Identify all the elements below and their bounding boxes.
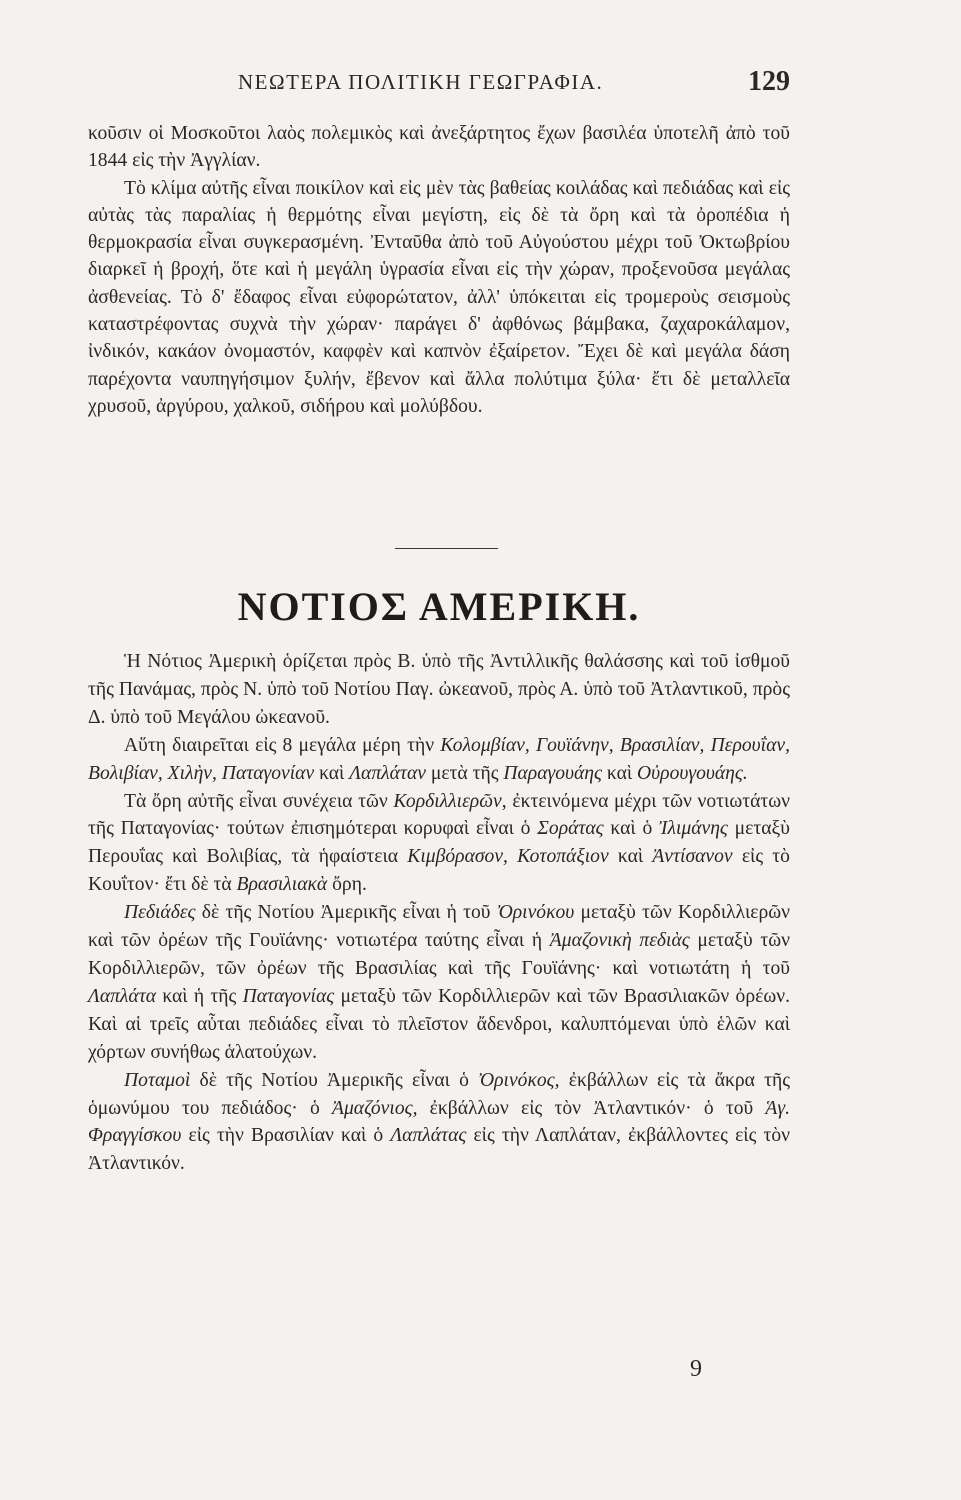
text-run: εἰς τὸ Κουΐτον· ἔτι δὲ τὰ [88, 846, 790, 896]
italic-term: Οὐρουγουάης. [637, 762, 748, 784]
italic-term: Λαπλάτας [390, 1125, 467, 1147]
italic-term: Ὀρινόκος, [478, 1069, 560, 1091]
text-run: μεταξὺ τῶν Κορδιλλιερῶν, τῶν ὀρέων τῆς Βρασιλίας καὶ τῆς Γουϊάνης· καὶ νοτιωτάτη ἡ τοῦ [88, 930, 790, 979]
text-run: , ἐκτεινόμενα μέχρι τῶν νοτιωτάτων τῆς Παταγονίας· τούτων ἐπισημότεραι κορυφαὶ εἶναι ὁ [88, 790, 790, 840]
page-number: 129 [748, 66, 790, 97]
italic-term: Παταγονίας [242, 985, 335, 1007]
text-run: μεταξὺ τῶν Κορδιλλιερῶν καὶ τῶν ὀρέων τῆς Γουϊάνης· νοτιωτέρα ταύτης εἶναι ἡ [88, 902, 790, 952]
text-run: μεταξὺ τῶν Κορδιλλιερῶν καὶ τῶν Βρασιλιακῶν ὀρέων. Καὶ αἱ τρεῖς αὗται πεδιάδες εἶναι τὸ πλεῖστον ἄδενδροι, καλυπτόμεναι ὑπὸ ἑλῶν καὶ χόρτων συνήθως ἁλατούχων. [88, 985, 790, 1063]
text-run: Αὕτη διαιρεῖται εἰς 8 μεγάλα μέρη τὴν [124, 734, 441, 756]
text-run: ἐκβάλλων εἰς τὰ ἄκρα τῆς ὁμωνύμου του πεδιάδος· ὁ [88, 1069, 791, 1119]
text-run: κοῦσιν οἱ Μοσκοῦτοι λαὸς πολεμικὸς καὶ ἀνεξάρτητος ἔχων βασιλέα ὑποτελῆ ἀπὸ τοῦ 1844 εἰς τὴν Ἀγγλίαν. [88, 123, 790, 172]
section-divider [395, 548, 498, 549]
text-run: μεταξὺ Περουΐας καὶ Βολιβίας, τὰ ἡφαίστεια [88, 818, 790, 868]
text-block-central-america [88, 120, 790, 420]
text-run: δὲ τῆς Νοτίου Ἀμερικῆς εἶναι ἡ τοῦ [195, 902, 497, 924]
paragraph [88, 648, 790, 732]
italic-term: Ἰλιμάνης [659, 818, 728, 840]
text-run: Τὸ κλίμα αὐτῆς εἶναι ποικίλον καὶ εἰς μὲν τὰς βαθείας κοιλάδας καὶ πεδιάδας καὶ εἰς αὐτὰς τὰς παραλίας ἡ θερμότης εἶναι μεγίστη, εἰς δὲ τὰ ὄρη καὶ τὰ ὀροπέδια ἡ θερμοκρασία εἶναι συγκερασμένη. Ἐνταῦθα ἀπὸ τοῦ Αὐγούστου μέχρι τοῦ Ὀκτωβρίου διαρκεῖ ἡ βροχή, ὅτε καὶ ἡ μεγάλη ὑγρασία εἶναι εἰς τὴν χώραν, προξενοῦσα μεγάλας ἀσθενείας. Τὸ δ' ἔδαφος εἶναι εὐφορώτατον, ἀλλ' ὑπόκειται εἰς τρομεροὺς σεισμοὺς καταστρέφοντας συχνὰ τὴν χώραν· παράγει δ' ἀφθόνως βάμβακα, ζαχαροκάλαμον, ἰνδικόν, κακάον ὀνομαστόν, καφφὲν καὶ καπνὸν ἐξαίρετον. Ἔχει δὲ καὶ μεγάλα δάση παρέχοντα ναυπηγήσιμον ξυλήν, ἔβενον καὶ ἄλλα πολύτιμα ξύλα· ἔτι δὲ μεταλλεῖα χρυσοῦ, ἀργύρου, χαλκοῦ, σιδήρου καὶ μολύβδου. [88, 177, 790, 417]
italic-term: Ἁγ. Φραγγίσκου [88, 1097, 790, 1147]
text-run: Τὰ ὄρη αὐτῆς εἶναι συνέχεια τῶν [124, 790, 394, 812]
text-run: εἰς τὴν Βρασιλίαν καὶ ὁ [181, 1125, 391, 1147]
italic-term: Ὀρινόκου [496, 902, 575, 924]
italic-term: Πεδιάδες [124, 902, 196, 924]
paragraph [88, 1067, 790, 1179]
paragraph [88, 899, 790, 1066]
italic-term: Ἀμαζόνιος, [331, 1097, 418, 1119]
italic-term: Κορδιλλιερῶν [393, 790, 502, 812]
italic-term: Ποταμοὶ [124, 1069, 191, 1091]
text-run: μετὰ τῆς [425, 762, 504, 784]
running-head [88, 66, 790, 106]
text-run: καὶ [314, 762, 350, 784]
text-run: ὄρη. [327, 874, 367, 896]
italic-term: Λαπλάταν [349, 762, 426, 784]
italic-term: Ἀμαζονικὴ πεδιὰς [549, 930, 690, 952]
italic-term: Παραγουάης [503, 762, 602, 784]
paragraph [88, 788, 790, 900]
italic-term: Βρασιλιακὰ [236, 874, 328, 896]
italic-term: Ἀντίσανον [652, 846, 733, 868]
text-run: καὶ [608, 846, 653, 868]
italic-term: Κολομβίαν, Γουϊάνην, Βρασιλίαν, Περουΐαν, Βολιβίαν, Χιλὴν, Παταγονίαν [88, 734, 790, 784]
text-run: καὶ ὁ [603, 818, 660, 840]
text-run: εἰς τὴν Λαπλάταν, ἐκβάλλοντες εἰς τὸν Ἀτλαντικόν. [88, 1125, 790, 1175]
section-heading: ΝΟΤΙΟΣ ΑΜΕΡΙΚΗ. [237, 584, 641, 629]
text-run: ἐκβάλλων εἰς τὸν Ἀτλαντικόν· ὁ τοῦ [417, 1097, 766, 1119]
text-run: καὶ ἡ τῆς [156, 985, 243, 1007]
text-run: καὶ [601, 762, 638, 784]
text-run: Ἡ Νότιος Ἀμερικὴ ὁρίζεται πρὸς Β. ὑπὸ τῆς Ἀντιλλικῆς θαλάσσης καὶ τοῦ ἰσθμοῦ τῆς Πανάμας, πρὸς Ν. ὑπὸ τοῦ Νοτίου Παγ. ὠκεανοῦ, πρὸς Α. ὑπὸ τοῦ Ἀτλαντικοῦ, πρὸς Δ. ὑπὸ τοῦ Μεγάλου ὠκεανοῦ. [88, 651, 790, 728]
paragraph [88, 120, 790, 175]
paragraph [88, 732, 790, 788]
text-block-south-america [88, 648, 790, 1178]
signature-mark: 9 [690, 1356, 702, 1382]
paragraph [88, 175, 790, 421]
text-run: δὲ τῆς Νοτίου Ἀμερικῆς εἶναι ὁ [190, 1069, 479, 1091]
italic-term: Λαπλάτα [88, 985, 157, 1007]
italic-term: Κιμβόρασον, Κοτοπάξιον [407, 846, 609, 868]
italic-term: Σοράτας [537, 818, 604, 840]
running-title: ΝΕΩΤΕΡΑ ΠΟΛΙΤΙΚΗ ΓΕΩΓΡΑΦΙΑ. [238, 70, 604, 94]
